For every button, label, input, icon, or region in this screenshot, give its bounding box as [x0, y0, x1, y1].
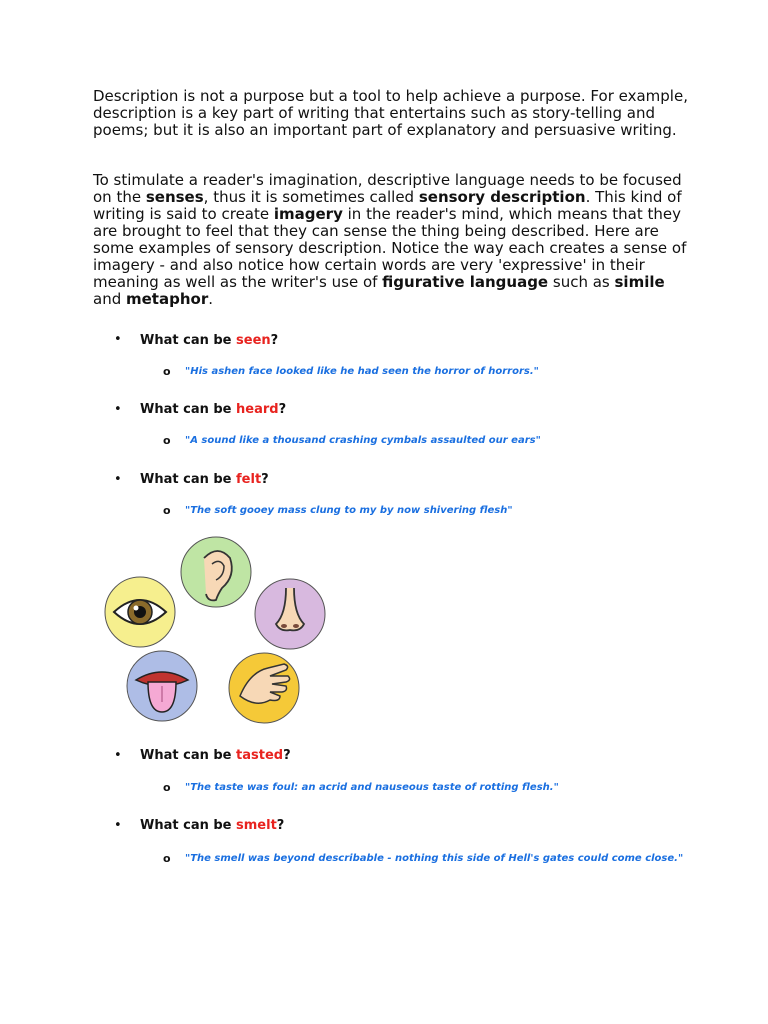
question-suffix: ? [278, 402, 287, 417]
quote-felt: "The soft gooey mass clung to my by now shivering flesh" [185, 505, 513, 516]
question-smelt [140, 818, 284, 833]
quote-seen: "His ashen face looked like he had seen the horror of horrors." [185, 366, 539, 377]
question-suffix: ? [276, 818, 285, 833]
bold-term-sensory-description: sensory description [418, 188, 586, 206]
text-run: , thus it is sometimes called [203, 188, 419, 206]
sense-word: tasted [236, 748, 284, 763]
question-prefix: What can be [140, 402, 237, 417]
text-run: such as [548, 273, 615, 291]
sense-word: seen [236, 333, 271, 348]
quote-tasted: "The taste was foul: an acrid and nauseous taste of rotting flesh." [185, 782, 559, 793]
sense-word: smelt [236, 818, 277, 833]
bullet-icon: • [114, 748, 122, 763]
question-prefix: What can be [140, 333, 237, 348]
sub-bullet-icon: o [163, 852, 171, 865]
text-run: To stimulate a reader's imagination, descriptive language needs to be focused on the [93, 171, 682, 206]
question-felt [140, 472, 269, 487]
bullet-icon: • [114, 818, 122, 833]
senses-paragraph [93, 172, 693, 308]
question-seen [140, 333, 278, 348]
question-tasted [140, 748, 291, 763]
bold-term-metaphor: metaphor [126, 290, 209, 308]
question-suffix: ? [283, 748, 291, 763]
sub-bullet-icon: o [163, 504, 171, 517]
eye-icon [105, 577, 175, 647]
question-suffix: ? [261, 472, 269, 487]
sub-bullet-icon: o [163, 434, 171, 447]
sub-bullet-icon: o [163, 365, 171, 378]
sense-word: heard [236, 402, 279, 417]
bullet-icon: • [114, 402, 122, 417]
bold-term-simile: simile [614, 273, 665, 291]
bullet-icon: • [114, 332, 122, 347]
bold-term-figurative-language: figurative language [382, 273, 549, 291]
text-run: in the reader's mind, which means that they are brought to feel that they can sense the thing being described. Here are some examples of sensory description. Notice the way each creates a sense of imagery - and also notice how certain words are very 'expressive' in their meaning as well as the writer's use of [93, 205, 687, 291]
question-heard [140, 402, 286, 417]
intro-paragraph: Description is not a purpose but a tool to help achieve a purpose. For example, description is a key part of writing that entertains such as story-telling and poems; but it is also an important part of explanatory and persuasive writing. [93, 87, 688, 139]
text-run: and [93, 290, 126, 308]
bold-term-imagery: imagery [273, 205, 343, 223]
bullet-icon: • [114, 472, 122, 487]
sense-word: felt [236, 472, 262, 487]
nose-icon [255, 579, 325, 649]
five-senses-illustration [100, 536, 332, 726]
quote-heard: "A sound like a thousand crashing cymbals assaulted our ears" [185, 435, 541, 446]
sub-bullet-icon: o [163, 781, 171, 794]
question-prefix: What can be [140, 748, 237, 763]
text-run: . This kind of writing is said to create [93, 188, 682, 223]
ear-icon [181, 537, 251, 607]
text-run: . [208, 290, 213, 308]
hand-icon [229, 653, 299, 723]
quote-smelt: "The smell was beyond describable - nothing this side of Hell's gates could come close." [185, 853, 684, 864]
question-prefix: What can be [140, 818, 237, 833]
bold-term-senses: senses [145, 188, 204, 206]
question-prefix: What can be [140, 472, 237, 487]
question-suffix: ? [270, 333, 279, 348]
tongue-icon [127, 651, 197, 721]
